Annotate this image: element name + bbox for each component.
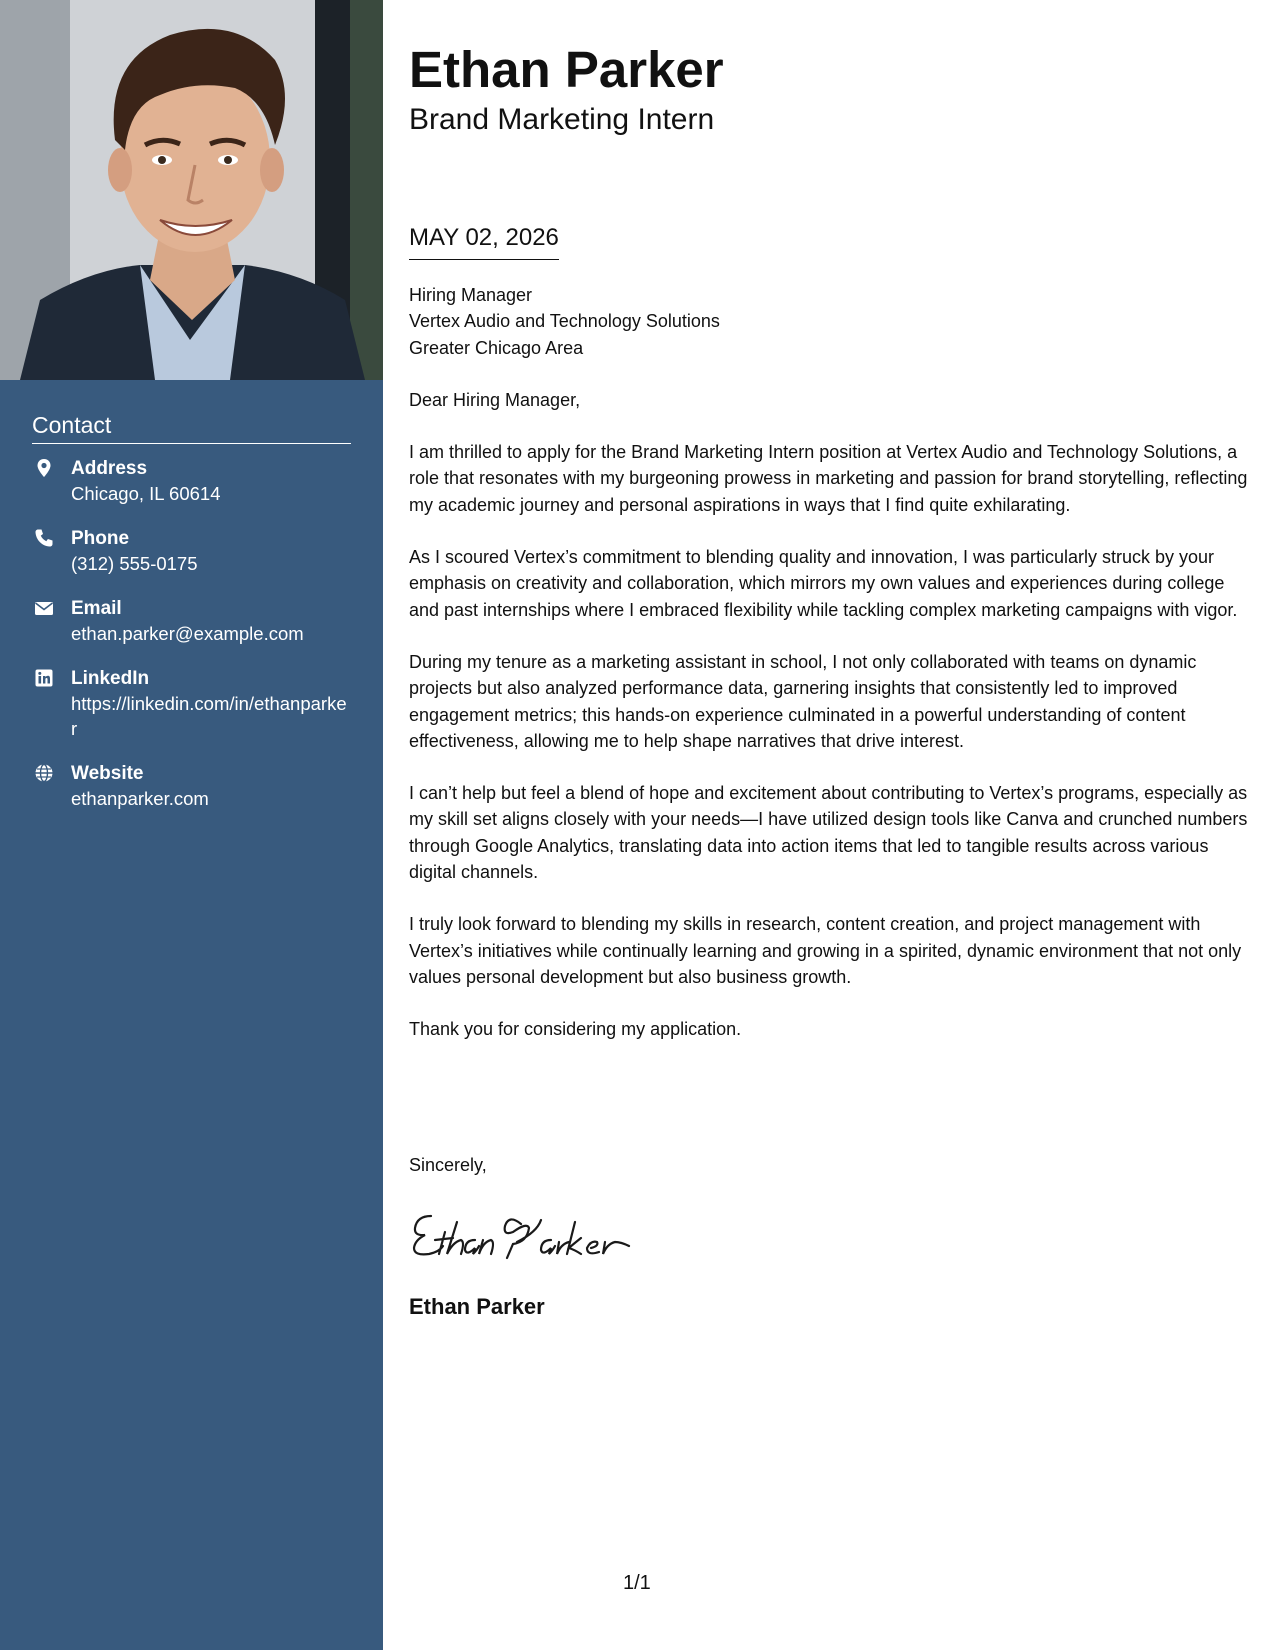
recipient-location: Greater Chicago Area — [409, 337, 584, 358]
globe-icon — [34, 763, 54, 783]
salutation: Dear Hiring Manager, — [409, 389, 581, 410]
recipient-company: Vertex Audio and Technology Solutions — [409, 311, 720, 332]
contact-section — [32, 412, 351, 831]
letter-paragraph: I can’t help but feel a blend of hope and excitement about contributing to Vertex’s programs, especially as my skill set aligns closely with your needs—I have utilized design tools like Canva and crunched numbers through Google Analytics, translating data into action items that led to tangible results across various digital channels. — [409, 783, 1248, 883]
signed-name: Ethan Parker — [409, 1294, 545, 1319]
contact-label: LinkedIn — [71, 668, 150, 689]
handwritten-signature — [409, 1202, 639, 1262]
page-number: 1/1 — [623, 1572, 651, 1594]
applicant-role: Brand Marketing Intern — [409, 103, 715, 136]
letter-body — [409, 282, 1249, 1069]
contact-item-website — [32, 761, 351, 811]
contact-item-address — [32, 456, 351, 506]
applicant-name: Ethan Parker — [409, 41, 724, 98]
contact-item-email — [32, 596, 351, 646]
contact-label: Website — [71, 763, 144, 784]
envelope-icon — [34, 598, 54, 618]
profile-photo-image — [0, 0, 383, 380]
contact-value: Chicago, IL 60614 — [71, 483, 221, 504]
letter-paragraph: Thank you for considering my application. — [409, 1019, 742, 1040]
letter-closing: Sincerely, — [409, 1155, 487, 1175]
contact-value[interactable]: ethanparker.com — [71, 788, 209, 809]
contact-value: ethan.parker@example.com — [71, 623, 304, 644]
map-pin-icon — [34, 458, 54, 478]
profile-photo — [0, 0, 383, 380]
contact-label: Address — [71, 458, 148, 479]
letter-date: MAY 02, 2026 — [409, 221, 559, 260]
letter-paragraph: During my tenure as a marketing assistant in school, I not only collaborated with teams on dynamic projects but also analyzed performance data, garnering insights that consistently led to improved engagement metrics; this hands-on experience culminated in a powerful understanding of content effectiveness, allowing me to help shape narratives that drive interest. — [409, 651, 1197, 751]
contact-item-phone — [32, 526, 351, 576]
linkedin-icon — [34, 668, 54, 688]
letter-paragraph: I truly look forward to blending my skills in research, content creation, and project management with Vertex’s initiatives while continually learning and growing in a spirited, dynamic environment that not only values personal development but also business growth. — [409, 914, 1242, 987]
sidebar — [0, 0, 383, 1650]
contact-item-linkedin — [32, 666, 351, 741]
contact-value: (312) 555-0175 — [71, 553, 198, 574]
letter-paragraph: As I scoured Vertex’s commitment to blending quality and innovation, I was particularly struck by your emphasis on creativity and collaboration, which mirrors my own values and experiences during college and past internships where I embraced flexibility while tackling complex marketing campaigns with vigor. — [409, 547, 1238, 620]
contact-heading: Contact — [32, 412, 351, 444]
contact-value[interactable]: https://linkedin.com/in/ethanparker — [71, 693, 347, 739]
letter-paragraph: I am thrilled to apply for the Brand Marketing Intern position at Vertex Audio and Technology Solutions, a role that resonates with my burgeoning prowess in marketing and passion for brand storytelling, reflecting my academic journey and personal aspirations in ways that I find quite exhilarating. — [409, 442, 1248, 515]
contact-label: Phone — [71, 528, 130, 549]
recipient-block — [409, 282, 1249, 361]
recipient-title: Hiring Manager — [409, 285, 533, 305]
contact-label: Email — [71, 598, 122, 619]
phone-icon — [34, 528, 54, 548]
